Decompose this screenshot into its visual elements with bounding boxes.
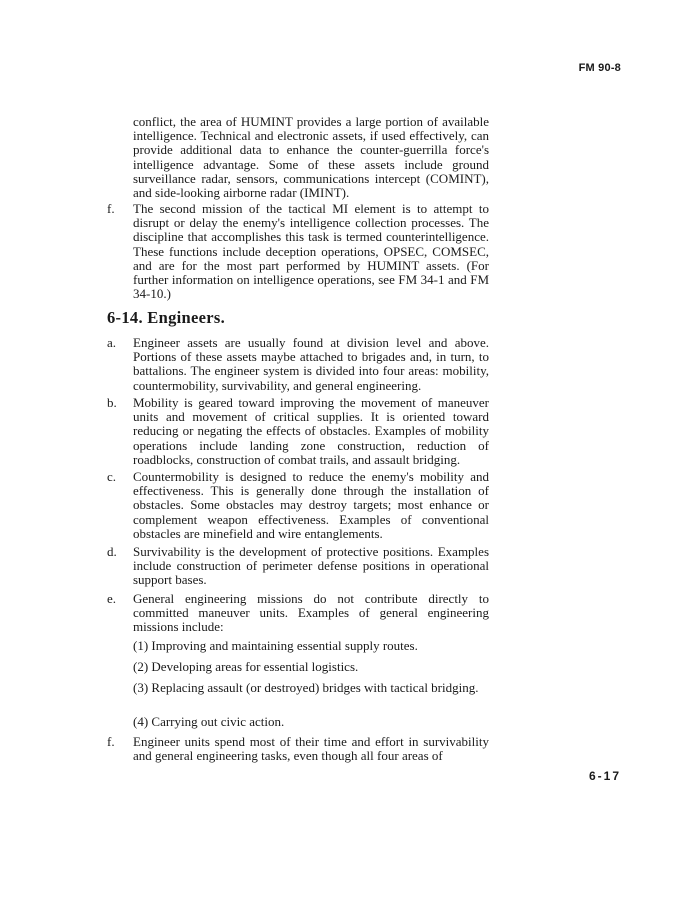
paragraph-letter-c: c.	[107, 469, 117, 484]
paragraph-letter-f-intel: f.	[107, 201, 115, 216]
paragraph-letter-b: b.	[107, 395, 117, 410]
document-id: FM 90-8	[578, 62, 621, 74]
paragraph-letter-d: d.	[107, 544, 117, 559]
paragraph-c: Countermobility is designed to reduce the enemy's mobility and effectiveness. This is generally done through the installation of obstacles. Some obstacles may destroy targets; most enhance or complement weapon effectiveness. Examples of conventional obstacles are minefield and wire entanglements.	[133, 469, 489, 541]
list-item: (1) Improving and maintaining essential supply routes.	[133, 638, 418, 653]
paragraph-letter-e: e.	[107, 591, 117, 606]
paragraph-e: General engineering missions do not contribute directly to committed maneuver units. Examples of general engineering missions include:	[133, 591, 489, 635]
continued-paragraph: conflict, the area of HUMINT provides a large portion of available intelligence. Technical and electronic assets, if used effectively, can provide additional data to enhance the counter-guerrilla force's intelligence advantage. Some of these assets include ground surveillance radar, sensors, communications intercept (COMINT), and side-looking airborne radar (IMINT).	[133, 114, 489, 201]
paragraph-letter-f-engineers: f.	[107, 734, 115, 749]
list-item: (2) Developing areas for essential logistics.	[133, 659, 359, 674]
paragraph-letter-a: a.	[107, 335, 117, 350]
list-item: (3) Replacing assault (or destroyed) bridges with tactical bridging.	[133, 680, 479, 695]
section-heading: 6-14. Engineers.	[107, 308, 226, 327]
paragraph-b: Mobility is geared toward improving the movement of maneuver units and movement of critical supplies. It is oriented toward reducing or negating the effects of obstacles. Examples of mobility operations include landing zone construction, reduction of roadblocks, construction of combat trails, and assault bridging.	[133, 395, 489, 467]
paragraph-f-intel: The second mission of the tactical MI element is to attempt to disrupt or delay the enemy's intelligence collection processes. The discipline that accomplishes this task is termed counterintelligence. These functions include deception operations, OPSEC, COMSEC, and are for the most part performed by HUMINT assets. (For further information on intelligence operations, see FM 34-1 and FM 34-10.)	[133, 201, 489, 302]
page-number: 6-17	[588, 769, 621, 783]
paragraph-d: Survivability is the development of protective positions. Examples include construction of perimeter defense positions in operational support bases.	[133, 544, 489, 588]
paragraph-a: Engineer assets are usually found at division level and above. Portions of these assets maybe attached to brigades and, in turn, to battalions. The engineer system is divided into four areas: mobility, countermobility, survivability, and general engineering.	[133, 335, 489, 393]
paragraph-f-engineers: Engineer units spend most of their time and effort in survivability and general engineering tasks, even though all four areas of	[133, 734, 489, 764]
list-item: (4) Carrying out civic action.	[133, 714, 285, 729]
